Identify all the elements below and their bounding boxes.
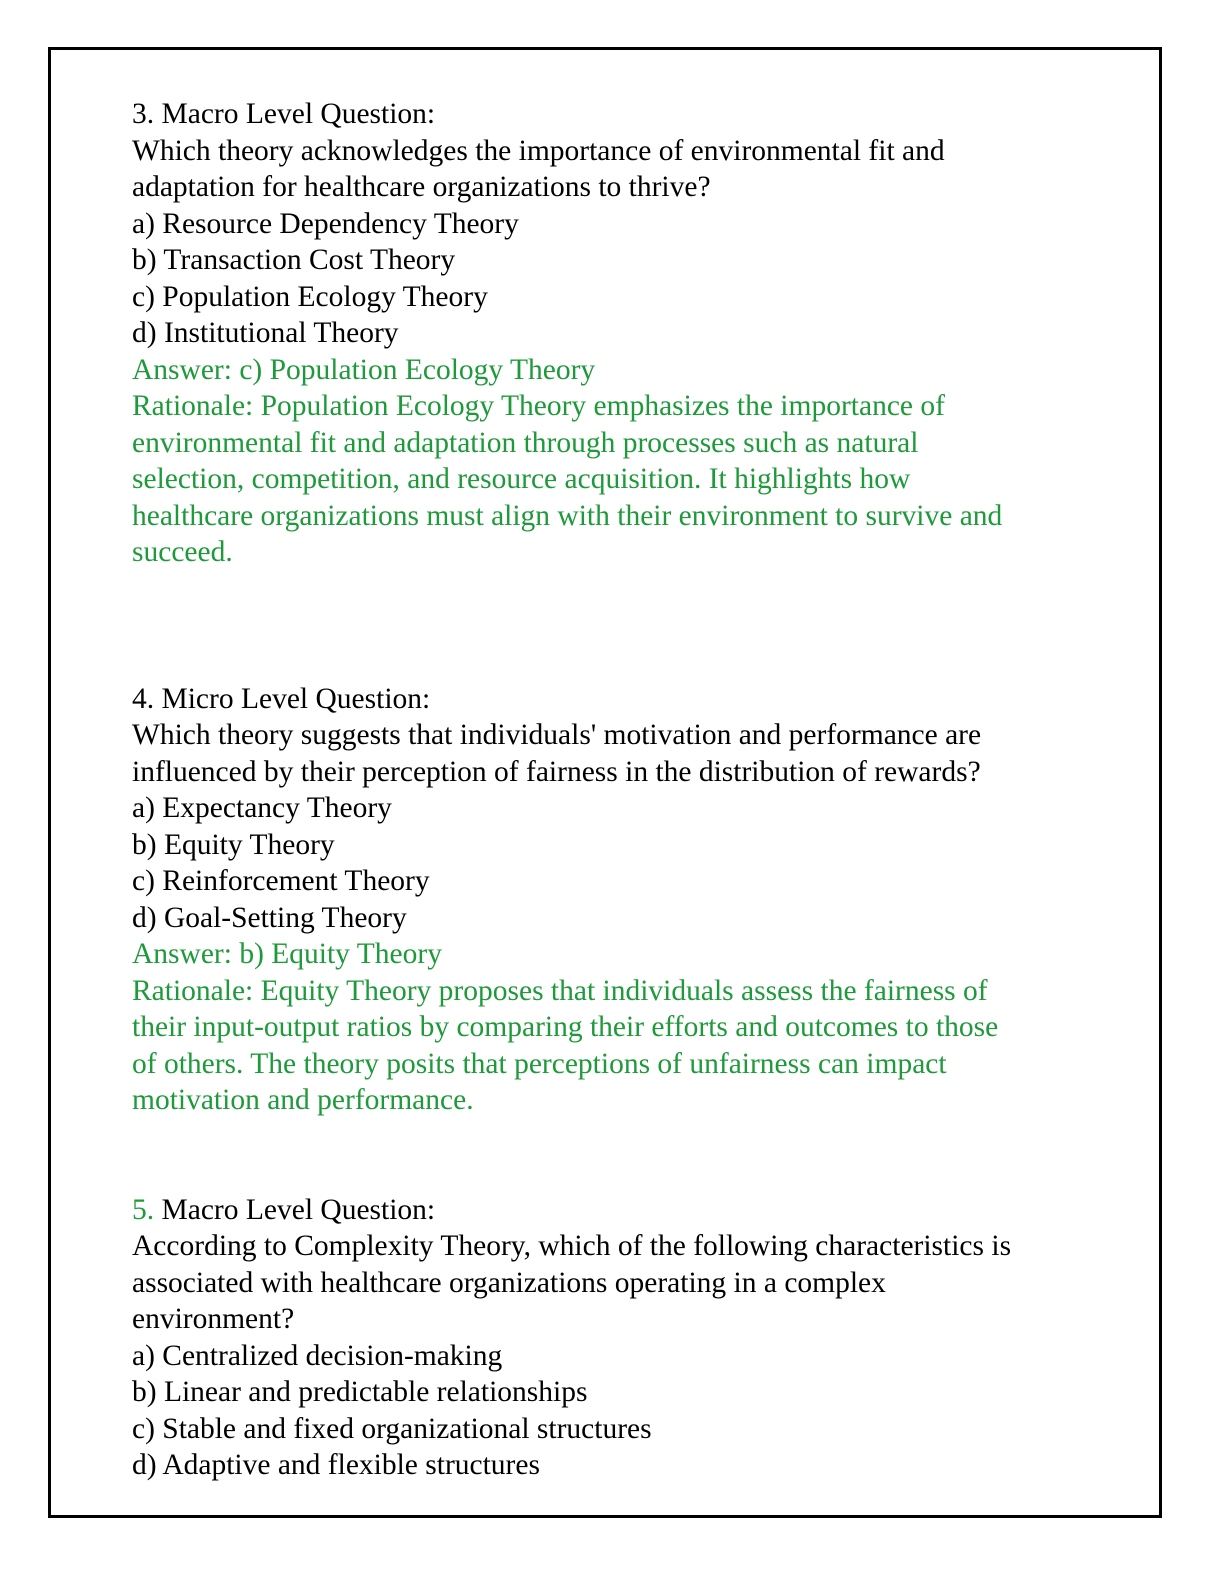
question-4 [132, 681, 1122, 1119]
spacer [132, 1119, 1122, 1192]
question-stem-line: associated with healthcare organizations operating in a complex [132, 1266, 886, 1299]
option-d: d) Adaptive and flexible structures [132, 1449, 540, 1481]
option-d: d) Institutional Theory [132, 317, 399, 349]
option-b: b) Transaction Cost Theory [132, 244, 456, 276]
document-body [132, 96, 1122, 1484]
rationale-line: Rationale: Population Ecology Theory emphasizes the importance of [132, 390, 945, 422]
rationale-line: of others. The theory posits that perceptions of unfairness can impact [132, 1047, 947, 1080]
question-level: Macro Level Question: [154, 1193, 436, 1226]
option-a: a) Centralized decision-making [132, 1339, 503, 1372]
spacer [132, 571, 1122, 681]
option-a: a) Expectancy Theory [132, 792, 392, 824]
option-a: a) Resource Dependency Theory [132, 207, 519, 240]
option-c: c) Stable and fixed organizational structures [132, 1412, 652, 1445]
option-d: d) Goal-Setting Theory [132, 901, 407, 934]
question-number: 4. [132, 682, 155, 715]
option-b: b) Linear and predictable relationships [132, 1376, 588, 1408]
rationale-line: their input-output ratios by comparing their efforts and outcomes to those [132, 1011, 999, 1043]
option-c: c) Reinforcement Theory [132, 865, 430, 897]
question-heading [132, 96, 1122, 133]
rationale-line: environmental fit and adaptation through processes such as natural [132, 426, 919, 459]
question-number: 3. [132, 98, 155, 130]
question-stem-line: According to Complexity Theory, which of the following characteristics is [132, 1230, 1012, 1262]
question-stem-line: environment? [132, 1303, 295, 1335]
question-level: Macro Level Question: [154, 98, 436, 130]
question-stem-line: influenced by their perception of fairness in the distribution of rewards? [132, 755, 981, 788]
rationale-line: healthcare organizations must align with their environment to survive and [132, 499, 1003, 532]
question-heading [132, 1192, 1122, 1229]
option-c: c) Population Ecology Theory [132, 280, 488, 313]
question-5 [132, 1192, 1122, 1484]
rationale-line: Rationale: Equity Theory proposes that individuals assess the fairness of [132, 974, 988, 1007]
question-stem-line: Which theory acknowledges the importance of environmental fit and [132, 134, 945, 167]
question-number: 5. [132, 1193, 155, 1226]
rationale-line: motivation and performance. [132, 1084, 474, 1116]
question-heading [132, 681, 1122, 718]
answer-line: Answer: c) Population Ecology Theory [132, 353, 596, 386]
question-level: Micro Level Question: [154, 682, 431, 715]
rationale-line: succeed. [132, 536, 233, 568]
rationale-line: selection, competition, and resource acquisition. It highlights how [132, 463, 911, 495]
question-stem-line: adaptation for healthcare organizations to thrive? [132, 171, 711, 203]
answer-line: Answer: b) Equity Theory [132, 938, 442, 970]
question-3 [132, 96, 1122, 571]
option-b: b) Equity Theory [132, 828, 335, 861]
question-stem-line: Which theory suggests that individuals' motivation and performance are [132, 719, 982, 751]
